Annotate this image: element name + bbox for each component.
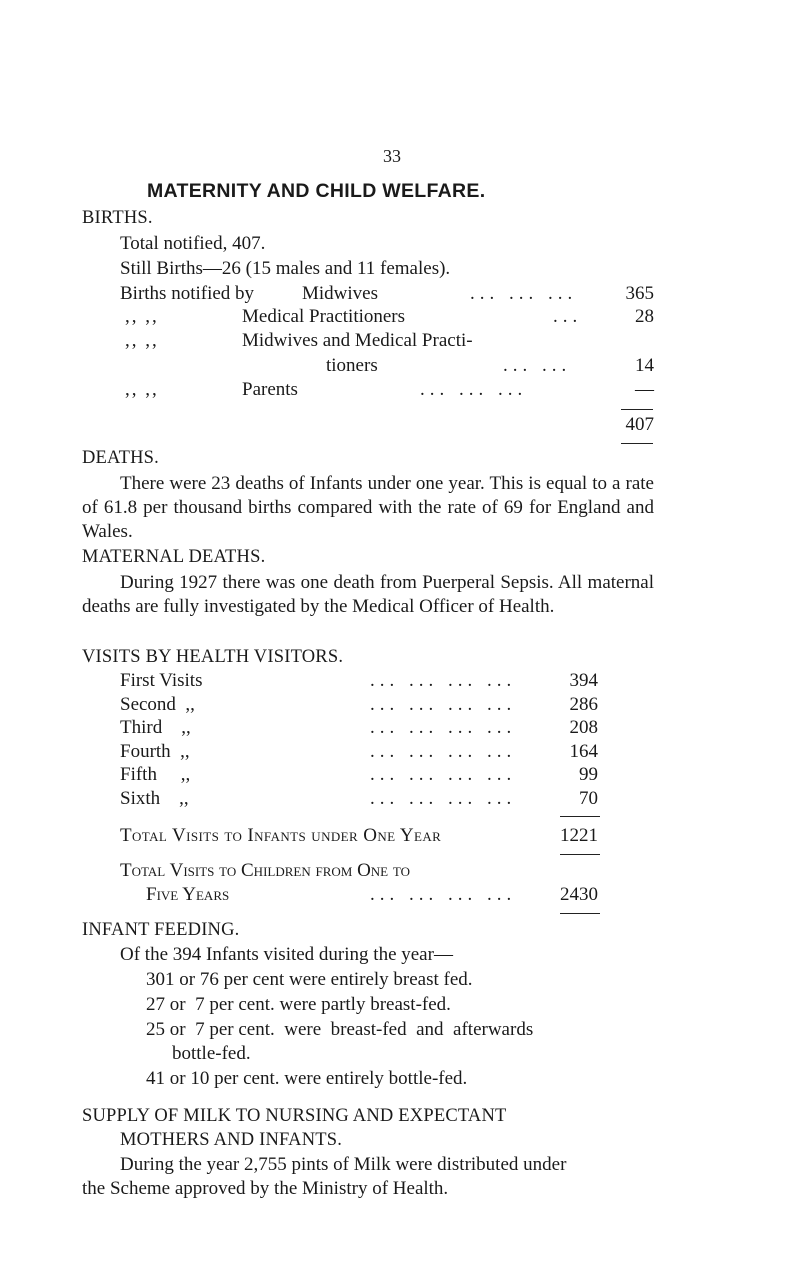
births-row-label: Parents [242,379,298,400]
visits-row-label: Fifth ,, [120,764,191,785]
infant-feeding-intro: Of the 394 Infants visited during the year— [120,944,453,965]
visits-row-label: Sixth ,, [120,788,189,809]
visits-row-value: 394 [569,670,598,691]
infant-feeding-line: 25 or 7 per cent. were breast-fed and afterwards [146,1019,534,1040]
visits-total-children-label: Total Visits to Children from One to [120,860,410,881]
births-total: 407 [625,414,654,435]
visits-row-dots: ... ... ... ... [370,670,517,691]
births-row-prefix: Births notified by [120,283,255,304]
visits-row-dots: ... ... ... ... [370,694,517,715]
visits-total-children-dots: ... ... ... ... [370,884,517,905]
visits-total-infants-label: Total Visits to Infants under One Year [120,825,442,846]
births-row-prefix: ,, ,, [125,330,159,351]
infant-feeding-line: 301 or 76 per cent were entirely breast fed. [146,969,473,990]
visits-row-value: 99 [579,764,598,785]
births-row-prefix: ,, ,, [125,379,159,400]
deaths-heading: DEATHS. [82,448,159,468]
visits-total-children-underline [560,913,600,914]
births-row-value: 365 [625,283,654,304]
page-number: 33 [383,146,401,166]
visits-row-value: 208 [569,717,598,738]
infant-feeding-line: 27 or 7 per cent. were partly breast-fed. [146,994,451,1015]
visits-total-children-label-cont: Five Years [146,884,230,905]
visits-row-value: 286 [569,694,598,715]
births-row-label: Midwives and Medical Practi- [242,330,473,351]
visits-rule [560,816,600,817]
births-total-underline [621,443,653,444]
visits-row-dots: ... ... ... ... [370,741,517,762]
births-row-dots: ... ... ... [470,283,578,304]
births-heading: BIRTHS. [82,208,153,228]
visits-row-value: 164 [569,741,598,762]
visits-row-dots: ... ... ... ... [370,788,517,809]
infant-feeding-heading: INFANT FEEDING. [82,920,240,940]
births-total-rule [621,409,653,410]
visits-total-infants-value: 1221 [560,825,598,846]
maternal-deaths-paragraph: During 1927 there was one death from Puerperal Sepsis. All maternal deaths are fully investigated by the Medical Officer of Health. [82,572,654,617]
births-still-births: Still Births—26 (15 males and 11 females). [120,258,451,279]
births-row-dots: ... [553,306,583,327]
births-row-value: 28 [635,306,654,327]
visits-total-infants-underline [560,854,600,855]
milk-supply-heading-cont: MOTHERS AND INFANTS. [120,1130,343,1150]
visits-row-label: Fourth ,, [120,741,190,762]
infant-feeding-line-cont: bottle-fed. [172,1043,251,1064]
births-row-label: Midwives [302,283,378,304]
visits-row-value: 70 [579,788,598,809]
births-row-dots: ... ... ... [420,379,528,400]
births-row-label: Medical Practitioners [242,306,406,327]
visits-total-children-value: 2430 [560,884,598,905]
maternal-deaths-heading: MATERNAL DEATHS. [82,547,266,567]
births-row-dots: ... ... [503,355,572,376]
births-row-value: — [635,379,654,400]
visits-row-label: First Visits [120,670,203,691]
milk-supply-heading: SUPPLY OF MILK TO NURSING AND EXPECTANT [82,1106,507,1126]
visits-row-label: Third ,, [120,717,191,738]
visits-row-dots: ... ... ... ... [370,717,517,738]
visits-row-label: Second ,, [120,694,195,715]
milk-supply-paragraph: During the year 2,755 pints of Milk were distributed under [120,1154,567,1175]
infant-feeding-line: 41 or 10 per cent. were entirely bottle-fed. [146,1068,468,1089]
births-row-prefix: ,, ,, [125,306,159,327]
deaths-paragraph: There were 23 deaths of Infants under one year. This is equal to a rate of 61.8 per thousand births compared with the rate of 69 for England and Wales. [82,473,654,542]
milk-supply-paragraph-cont: the Scheme approved by the Ministry of Health. [82,1178,449,1199]
visits-heading: VISITS BY HEALTH VISITORS. [82,647,344,667]
page-title: MATERNITY AND CHILD WELFARE. [147,180,486,202]
births-total-notified: Total notified, 407. [120,233,266,254]
visits-row-dots: ... ... ... ... [370,764,517,785]
births-row-label: tioners [326,355,378,376]
births-row-value: 14 [635,355,654,376]
